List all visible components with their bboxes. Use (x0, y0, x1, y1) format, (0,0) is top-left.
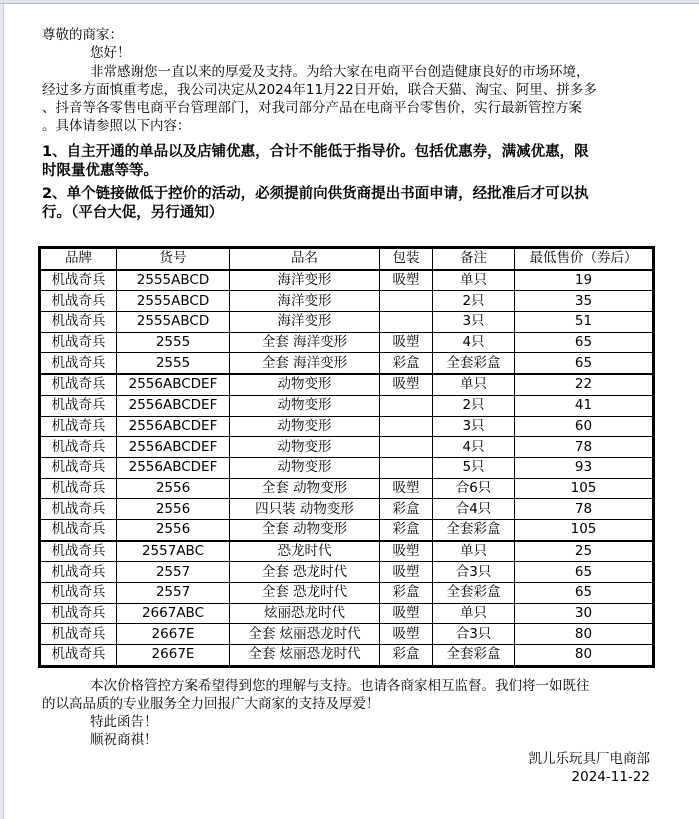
table-row (40, 437, 654, 458)
intro-line-4: 。具体请参照以下内容： (42, 118, 191, 134)
cell-brand: 机战奇兵 (40, 374, 117, 395)
hello: 您好！ (90, 45, 131, 61)
cell-item-no: 2667ABC (117, 603, 230, 624)
cell-remark: 5只 (433, 457, 515, 478)
cell-brand: 机战奇兵 (40, 499, 117, 520)
cell-item-no: 2556 (117, 519, 230, 540)
header-remark: 备注 (433, 248, 515, 270)
cell-item-no: 2555ABCD (117, 291, 230, 312)
cell-min-price: 80 (515, 645, 654, 667)
cell-packaging: 彩盒 (380, 583, 433, 604)
table-row (40, 332, 654, 353)
cell-remark: 单只 (433, 541, 515, 562)
cell-min-price: 41 (515, 395, 654, 416)
cell-min-price: 65 (515, 353, 654, 374)
cell-item-no: 2557ABC (117, 541, 230, 562)
cell-remark: 全套彩盒 (433, 583, 515, 604)
intro-line-2: 经过多方面慎重考虑，我公司决定从2024年11月22日开始，联合天猫、淘宝、阿里、拼多多 (42, 82, 597, 98)
cell-brand: 机战奇兵 (40, 478, 117, 499)
cell-packaging (380, 416, 433, 437)
cell-product-name: 全套 动物变形 (230, 478, 380, 499)
cell-packaging: 吸塑 (380, 270, 433, 291)
cell-packaging (380, 291, 433, 312)
cell-packaging: 彩盒 (380, 519, 433, 540)
cell-item-no: 2556ABCDEF (117, 416, 230, 437)
cell-product-name: 全套 炫丽恐龙时代 (230, 624, 380, 645)
cell-product-name: 动物变形 (230, 437, 380, 458)
cell-min-price: 105 (515, 478, 654, 499)
cell-item-no: 2555ABCD (117, 270, 230, 291)
table-row (40, 353, 654, 374)
table-row (40, 312, 654, 333)
cell-remark: 合4只 (433, 499, 515, 520)
cell-remark: 4只 (433, 332, 515, 353)
cell-remark: 合6只 (433, 478, 515, 499)
cell-item-no: 2556ABCDEF (117, 457, 230, 478)
cell-brand: 机战奇兵 (40, 624, 117, 645)
cell-min-price: 80 (515, 624, 654, 645)
cell-product-name: 全套 动物变形 (230, 519, 380, 540)
cell-remark: 全套彩盒 (433, 519, 515, 540)
table-header-row (40, 248, 654, 270)
cell-product-name: 全套 恐龙时代 (230, 583, 380, 604)
cell-brand: 机战奇兵 (40, 395, 117, 416)
cell-brand: 机战奇兵 (40, 416, 117, 437)
cell-brand: 机战奇兵 (40, 519, 117, 540)
cell-remark: 单只 (433, 603, 515, 624)
cell-product-name: 动物变形 (230, 395, 380, 416)
table-row (40, 583, 654, 604)
cell-min-price: 25 (515, 541, 654, 562)
table-row (40, 374, 654, 395)
cell-brand: 机战奇兵 (40, 437, 117, 458)
header-packaging: 包装 (380, 248, 433, 270)
cell-packaging: 彩盒 (380, 645, 433, 667)
cell-packaging (380, 312, 433, 333)
cell-packaging: 吸塑 (380, 541, 433, 562)
cell-item-no: 2556ABCDEF (117, 374, 230, 395)
cell-packaging: 彩盒 (380, 353, 433, 374)
table-row (40, 645, 654, 667)
header-item-no: 货号 (117, 248, 230, 270)
header-product-name: 品名 (230, 248, 380, 270)
table-row (40, 541, 654, 562)
cell-remark: 全套彩盒 (433, 353, 515, 374)
cell-item-no: 2555 (117, 353, 230, 374)
cell-product-name: 动物变形 (230, 457, 380, 478)
cell-remark: 2只 (433, 395, 515, 416)
cell-min-price: 105 (515, 519, 654, 540)
closing-line-1: 本次价格管控方案希望得到您的理解与支持。也请各商家相互监督。我们将一如既往 (90, 678, 590, 694)
cell-item-no: 2556ABCDEF (117, 395, 230, 416)
table-row (40, 457, 654, 478)
cell-product-name: 全套 炫丽恐龙时代 (230, 645, 380, 667)
cell-item-no: 2667E (117, 645, 230, 667)
table-row (40, 395, 654, 416)
cell-item-no: 2556 (117, 499, 230, 520)
cell-min-price: 78 (515, 437, 654, 458)
cell-brand: 机战奇兵 (40, 312, 117, 333)
cell-min-price: 93 (515, 457, 654, 478)
cell-brand: 机战奇兵 (40, 332, 117, 353)
cell-item-no: 2556 (117, 478, 230, 499)
cell-min-price: 51 (515, 312, 654, 333)
cell-product-name: 全套 海洋变形 (230, 332, 380, 353)
table-row (40, 416, 654, 437)
table-row (40, 624, 654, 645)
cell-product-name: 海洋变形 (230, 291, 380, 312)
rule-2-line-1: 2、单个链接做低于控价的活动，必须提前向供货商提出书面申请，经批准后才可以执 (42, 186, 589, 202)
header-min-price: 最低售价（券后） (515, 248, 654, 270)
signature: 凯儿乐玩具厂电商部 (528, 751, 650, 767)
rule-1-line-1: 1、自主开通的单品以及店铺优惠，合计不能低于指导价。包括优惠券，满减优惠，限 (42, 144, 589, 160)
cell-min-price: 65 (515, 332, 654, 353)
cell-min-price: 65 (515, 583, 654, 604)
cell-min-price: 30 (515, 603, 654, 624)
cell-remark: 3只 (433, 312, 515, 333)
cell-item-no: 2557 (117, 562, 230, 583)
cell-product-name: 海洋变形 (230, 312, 380, 333)
table-row (40, 270, 654, 291)
cell-remark: 合3只 (433, 562, 515, 583)
table-row (40, 562, 654, 583)
cell-brand: 机战奇兵 (40, 562, 117, 583)
cell-item-no: 2557 (117, 583, 230, 604)
cell-brand: 机战奇兵 (40, 541, 117, 562)
column-header-strip (0, 0, 699, 4)
table-row (40, 603, 654, 624)
table-row (40, 499, 654, 520)
cell-min-price: 65 (515, 562, 654, 583)
closing-line-2: 的以高品质的专业服务全力回报广大商家的支持及厚爱！ (42, 696, 380, 712)
cell-item-no: 2667E (117, 624, 230, 645)
cell-packaging (380, 457, 433, 478)
cell-brand: 机战奇兵 (40, 353, 117, 374)
cell-product-name: 海洋变形 (230, 270, 380, 291)
cell-min-price: 19 (515, 270, 654, 291)
price-control-table (38, 246, 655, 668)
cell-brand: 机战奇兵 (40, 270, 117, 291)
rule-1-line-2: 时限量优惠等等。 (42, 163, 158, 179)
cell-remark: 单只 (433, 270, 515, 291)
intro-line-3: 、抖音等各零售电商平台管理部门，对我司部分产品在电商平台零售价，实行最新管控方案 (42, 100, 582, 116)
cell-item-no: 2556ABCDEF (117, 437, 230, 458)
cell-remark: 合3只 (433, 624, 515, 645)
cell-brand: 机战奇兵 (40, 645, 117, 667)
cell-min-price: 35 (515, 291, 654, 312)
notice: 特此函告！ (90, 714, 158, 730)
header-brand: 品牌 (40, 248, 117, 270)
cell-product-name: 全套 海洋变形 (230, 353, 380, 374)
row-header-strip (0, 4, 4, 819)
cell-brand: 机战奇兵 (40, 603, 117, 624)
cell-min-price: 22 (515, 374, 654, 395)
cell-packaging: 吸塑 (380, 374, 433, 395)
cell-brand: 机战奇兵 (40, 291, 117, 312)
greeting: 尊敬的商家： (42, 27, 123, 43)
cell-item-no: 2555ABCD (117, 312, 230, 333)
cell-remark: 4只 (433, 437, 515, 458)
cell-product-name: 动物变形 (230, 374, 380, 395)
cell-packaging: 吸塑 (380, 562, 433, 583)
cell-product-name: 动物变形 (230, 416, 380, 437)
date: 2024-11-22 (571, 769, 650, 785)
table-row (40, 291, 654, 312)
table-row (40, 478, 654, 499)
cell-product-name: 炫丽恐龙时代 (230, 603, 380, 624)
cell-packaging: 彩盒 (380, 499, 433, 520)
cell-product-name: 四只装 动物变形 (230, 499, 380, 520)
cell-remark: 全套彩盒 (433, 645, 515, 667)
rule-2-line-2: 行。（平台大促，另行通知） (42, 205, 224, 221)
cell-packaging (380, 437, 433, 458)
table-row (40, 519, 654, 540)
cell-remark: 单只 (433, 374, 515, 395)
cell-item-no: 2555 (117, 332, 230, 353)
cell-remark: 2只 (433, 291, 515, 312)
cell-packaging: 吸塑 (380, 478, 433, 499)
cell-packaging: 吸塑 (380, 603, 433, 624)
wishes: 顺祝商祺！ (90, 732, 158, 748)
cell-packaging (380, 395, 433, 416)
cell-remark: 3只 (433, 416, 515, 437)
cell-packaging: 吸塑 (380, 332, 433, 353)
intro-line-1: 非常感谢您一直以来的厚爱及支持。为给大家在电商平台创造健康良好的市场环境， (90, 64, 590, 80)
cell-packaging: 吸塑 (380, 624, 433, 645)
cell-product-name: 全套 恐龙时代 (230, 562, 380, 583)
cell-product-name: 恐龙时代 (230, 541, 380, 562)
cell-brand: 机战奇兵 (40, 457, 117, 478)
cell-min-price: 78 (515, 499, 654, 520)
cell-brand: 机战奇兵 (40, 583, 117, 604)
cell-min-price: 60 (515, 416, 654, 437)
